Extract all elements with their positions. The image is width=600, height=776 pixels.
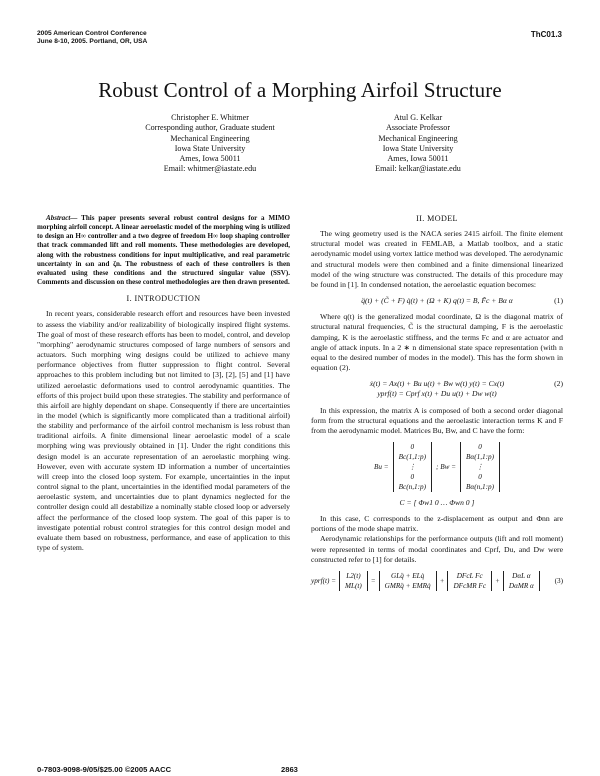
matrix-cell: 0 [478, 442, 482, 451]
author-line: Mechanical Engineering [170, 133, 250, 143]
matrix-cell: GLq̈ + ELq̇ [391, 571, 425, 580]
equation-3-term-1 [379, 571, 437, 591]
matrix-cell: DαMR α [508, 581, 534, 590]
matrix-c-body: C = [ Φw1 0 … Φwn 0 ] [399, 497, 475, 507]
author-line: Associate Professor [385, 123, 451, 133]
author-email: Email: kelkar@iastate.edu [375, 164, 461, 174]
matrix-cell: Bc(n,1:p) [398, 482, 427, 491]
matrix-cell: ML(t) [345, 581, 362, 590]
author-block-2 [318, 113, 518, 175]
equation-3-lhs: yprf(t) = [311, 576, 337, 585]
equation-3-number: (3) [554, 576, 563, 585]
matrix-cell: Bα(n,1:p) [466, 482, 494, 491]
abstract-lead: Abstract [46, 214, 71, 222]
equation-3-term-2 [447, 571, 492, 591]
right-column [311, 214, 563, 597]
matrix-c [311, 498, 563, 508]
author-line: Ames, Iowa 50011 [179, 154, 241, 164]
abstract-text: — This paper presents several robust control designs for a MIMO morphing airfoil concept. A linear aeroelastic model of the morphing wing is utilized to design an H∞ controller and a two degree of freedom H∞ loop shaping controller that track commanded lift and roll moments. These methodologies are developed, along with the robustness conditions for input multiplicative, and real parametric uncertainty in ωn and ζn. The robustness of each of these controllers is then evaluated using these conditions and the structured singular value (SSV). Comments and discussion on these control methodologies are then drawn presented. [37, 214, 290, 287]
equation-2-line-2: yprf(t) = Cprf x(t) + Du u(t) + Dw w(t) [377, 389, 497, 399]
left-column [37, 214, 290, 553]
equation-1-number: (1) [554, 296, 563, 306]
author-block-1 [110, 113, 310, 175]
matrix-bu [393, 442, 432, 492]
paper-title: Robust Control of a Morphing Airfoil Structure [98, 78, 502, 102]
matrix-cell: Bα(1,1:p) [466, 452, 494, 461]
model-text-1: The wing geometry used is the NACA series 2415 airfoil. The finite element structural model was created in FEMLAB, a Matlab toolbox, and a static aerodynamic model using vortex lattice method was developed. The aerodynamic and structural models were then combined and a finite dimensional linearized model of the wing structure was constructed. The details of this procedure may be found in [1]. In condensed notation, the aeroelastic equation becomes: [311, 229, 563, 289]
equation-2 [311, 379, 563, 399]
matrix-bw [460, 442, 500, 492]
matrix-cell: ⋮ [408, 462, 416, 471]
matrix-cell: 0 [410, 472, 415, 481]
matrix-bu-label: Bu = [374, 462, 389, 471]
matrix-cell: ⋮ [476, 462, 484, 471]
footer-page-number: 2863 [281, 765, 298, 774]
plus-sign: + [439, 576, 445, 585]
matrix-cell: DFcMR Fc [453, 581, 487, 590]
paper-id: ThC01.3 [530, 30, 562, 39]
section-heading-introduction: I. INTRODUCTION [126, 294, 201, 304]
matrix-cell: DFcL Fc [456, 571, 483, 580]
matrix-cell: GMRq̈ + EMRq̇ [384, 581, 431, 590]
author-line: Iowa State University [174, 143, 246, 153]
author-name: Atul G. Kelkar [393, 113, 443, 122]
matrix-bw-label: ; Bw = [436, 462, 457, 471]
equation-2-line-1: ẋ(t) = Ax(t) + Bu u(t) + Bw w(t) y(t) = Cx(t) [369, 379, 505, 389]
introduction-text: In recent years, considerable research effort and resources have been invested to assess the viability and/or realizability of biologically inspired flight systems. The goal of most of these research efforts has been to model, control, and develop "morphing" aerodynamic structures composed of large numbers of sensors and actuators. Such morphing wing designs could be utilized to achieve many performance objectives from flutter suppression to flight control. Several approaches to this problem including but not limited to [3], [2], [5] and [1] have utilized aeroelastic deformations used to control aerodynamic quantities. The efforts of this project build upon these strategies. The stability and performance of this airfoil are highly dependant on shape. Consequently if there are uncertainties in the model (which is significantly more complicated than a traditional airfoil) the stability and performance of the airfoil control mechanism is less robust than traditional airfoils. A finite dimensional linear aeroelastic model of a scale morphing wing was previously obtained in [1]. Under the right conditions this design model is an accurate representation of an aeroelastic morphing wing. However, even with accurate system ID information a number of uncertainties will creep into the closed loop system. For example, uncertainties in the input control signal to the plant, uncertainties in the identified modal parameters of the aeroelastic system, and uncertainties due to plant dynamics neglected for the controller design could all destabilize a nominally stable closed loop or adversely affect the performance of the closed loop system. The goal of this paper is to investigate potential robust control strategies for this control design model and evaluate them based on robustness, performance, and ease of application to this type of system. [37, 309, 290, 552]
author-line: Ames, Iowa 50011 [387, 154, 449, 164]
author-name: Christopher E. Whitmer [171, 113, 249, 122]
equation-3 [311, 571, 563, 591]
model-text-3: In this expression, the matrix A is composed of both a second order diagonal form from the structural equations and the aeroelastic interaction terms K and F from the aerodynamic model. Matrices Bu, Bw, and C have the form: [311, 405, 563, 435]
matrix-bu-bw [311, 442, 563, 492]
author-line: Iowa State University [382, 143, 454, 153]
author-line: Corresponding author, Graduate student [145, 123, 275, 133]
matrix-cell: DαL α [512, 571, 531, 580]
footer-isbn: 0-7803-9098-9/05/$25.00 ©2005 AACC [37, 765, 172, 774]
equation-2-number: (2) [554, 379, 563, 389]
equation-3-term-3 [503, 571, 540, 591]
model-text-2: Where q(t) is the generalized modal coordinate, Ω is the diagonal matrix of structural natural frequencies, C̃ is the structural damping, F is the aeroelastic damping, K is the aeroelastic stiffness, and the terms Fc and α are actuator and angle of attack inputs. In a 2 ∗ n dimensional state space representation (with n equal to the desired number of modes in the model). This has the form shown in equation (2). [311, 312, 563, 373]
section-heading-model: II. MODEL [416, 214, 458, 223]
model-text-4: In this case, C corresponds to the z-displacement as output and Φnn are portions of the mode shape matrix. [311, 514, 563, 534]
equation-1 [311, 296, 563, 306]
matrix-cell: 0 [478, 472, 482, 481]
conference-name: 2005 American Control Conference [37, 30, 147, 37]
matrix-cell: Bc(1,1:p) [398, 452, 427, 461]
author-email: Email: whitmer@iastate.edu [163, 164, 257, 174]
model-text-5: Aerodynamic relationships for the performance outputs (lift and roll moment) were represented in terms of modal coordinates and Cprf, Du, and Dw were constructed refer to [1] for details. [311, 534, 563, 564]
equation-3-vector [339, 571, 368, 591]
matrix-cell: 0 [410, 442, 415, 451]
plus-sign: + [495, 576, 500, 585]
conference-date-location: June 8-10, 2005. Portland, OR, USA [37, 38, 148, 45]
equation-1-body: q̈(t) + (C̃ + F) q̇(t) + (Ω + K) q(t) = B, F̃c + Bα α [361, 296, 513, 306]
abstract [37, 214, 290, 287]
equals-sign: = [370, 576, 376, 585]
conference-header [37, 30, 147, 46]
author-line: Mechanical Engineering [378, 133, 458, 143]
matrix-cell: L2(t) [346, 571, 361, 580]
